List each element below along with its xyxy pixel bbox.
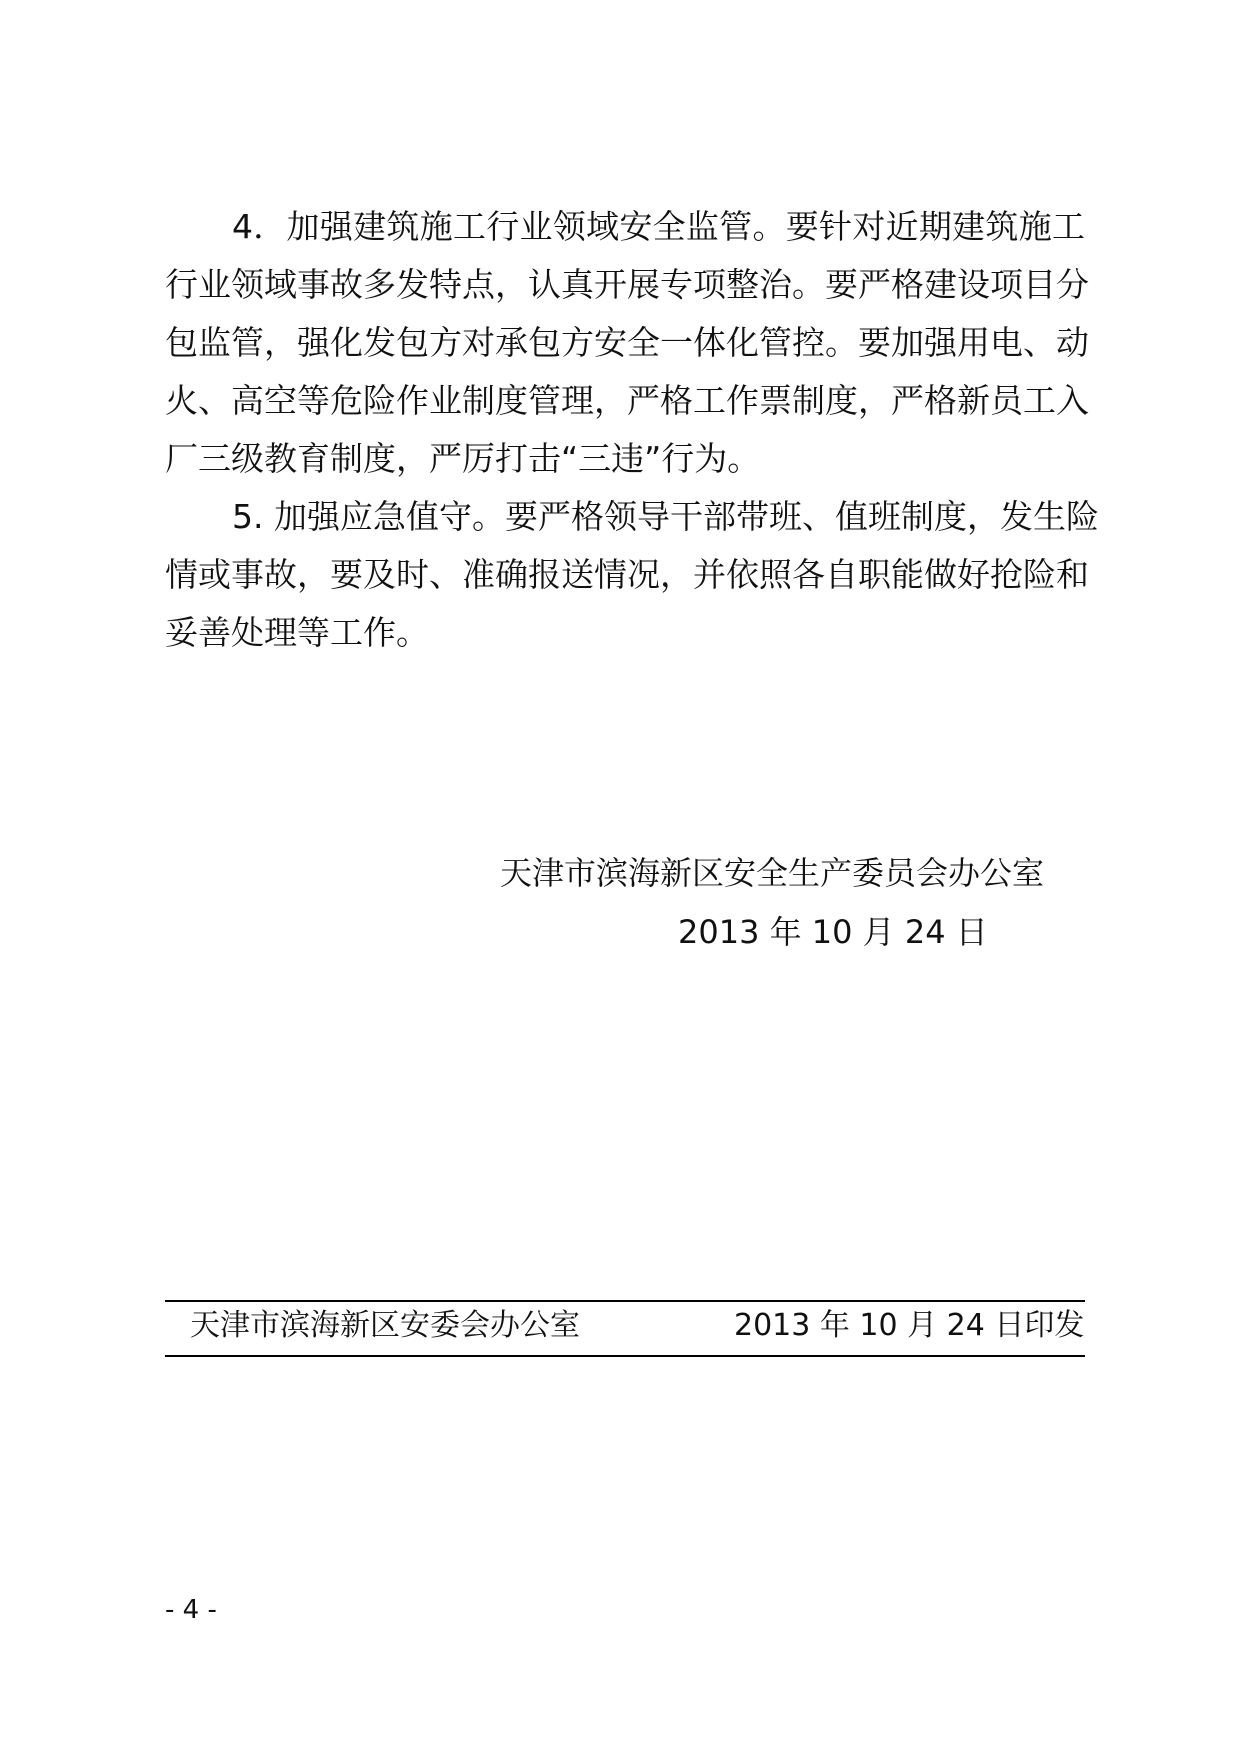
signature-date: 2013 年 10 月 24 日	[678, 913, 988, 951]
para4-line-3: 包监管，强化发包方对承包方安全一体化管控。要加强用电、动	[165, 323, 1089, 362]
para5-line-3: 妥善处理等工作。	[165, 613, 429, 652]
para4-line-2: 行业领域事故多发特点，认真开展专项整治。要严格建设项目分	[165, 265, 1089, 304]
signature-organization: 天津市滨海新区安全生产委员会办公室	[500, 854, 1045, 892]
footer-issue-date: 2013 年 10 月 24 日印发	[734, 1308, 1085, 1343]
footer-bottom-rule	[165, 1355, 1085, 1357]
para4-line-5: 厂三级教育制度，严厉打击“三违”行为。	[165, 439, 761, 478]
para5-line-1: 5. 加强应急值守。要严格领导干部带班、值班制度，发生险	[232, 497, 1099, 536]
para4-line-1: 4．加强建筑施工行业领域安全监管。要针对近期建筑施工	[232, 207, 1085, 246]
footer-issuer: 天津市滨海新区安委会办公室	[190, 1308, 580, 1343]
page-number: - 4 -	[165, 1595, 217, 1625]
para4-line-4: 火、高空等危险作业制度管理，严格工作票制度，严格新员工入	[165, 381, 1089, 420]
footer-top-rule	[165, 1300, 1085, 1302]
para5-line-2: 情或事故，要及时、准确报送情况，并依照各自职能做好抢险和	[165, 555, 1089, 594]
